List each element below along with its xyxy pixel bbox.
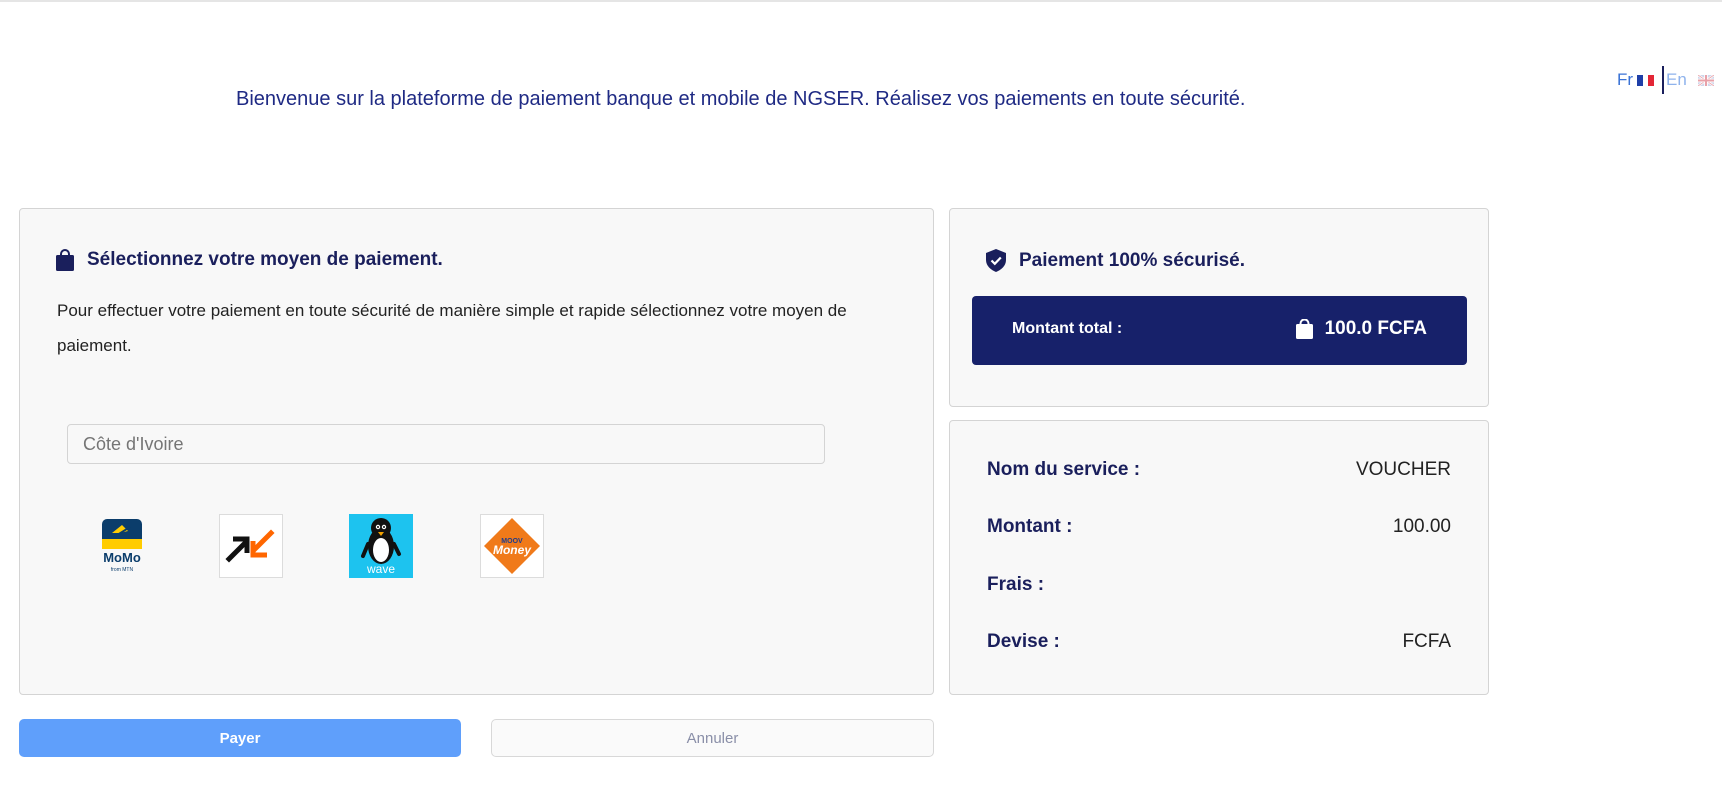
cancel-button[interactable]: Annuler — [491, 719, 934, 757]
fees-label: Frais : — [987, 574, 1045, 595]
shopping-bag-icon — [1296, 319, 1313, 339]
amount-label: Montant : — [987, 516, 1073, 537]
orange-money-logo-icon — [225, 529, 277, 563]
pay-button[interactable]: Payer — [19, 719, 461, 757]
wave-option[interactable] — [349, 514, 413, 578]
france-flag-icon — [1637, 75, 1654, 86]
wave-logo-icon — [349, 514, 413, 578]
language-en-label: En — [1666, 70, 1687, 89]
momo-logo-icon — [94, 517, 150, 575]
orange-money-option[interactable] — [219, 514, 283, 578]
service-name-label: Nom du service : — [987, 459, 1141, 480]
shield-check-icon — [986, 249, 1006, 272]
payment-method-heading — [56, 249, 443, 271]
top-divider — [0, 0, 1722, 2]
svg-text:wave: wave — [366, 562, 396, 576]
momo-option[interactable] — [90, 514, 154, 578]
total-amount-label: Montant total : — [1012, 320, 1123, 337]
svg-text:from MTN: from MTN — [110, 567, 134, 573]
language-separator — [1662, 66, 1664, 94]
service-name-value: VOUCHER — [1355, 459, 1451, 480]
amount-value: 100.00 — [1392, 516, 1451, 537]
total-amount-bar — [972, 296, 1467, 365]
payment-method-description: Pour effectuer votre paiement en toute sécurité de manière simple et rapide sélectionnez votre moyen de paiement. — [57, 301, 847, 355]
moov-money-option[interactable] — [480, 514, 544, 578]
currency-label: Devise : — [987, 631, 1060, 652]
moov-money-logo-icon — [482, 516, 542, 576]
uk-flag-icon — [1698, 75, 1714, 86]
payment-method-title: Sélectionnez votre moyen de paiement. — [87, 249, 443, 270]
shopping-bag-icon — [56, 249, 74, 271]
secure-payment-title: Paiement 100% sécurisé. — [1019, 249, 1246, 271]
secure-payment-panel — [949, 208, 1489, 407]
language-fr-option[interactable] — [1617, 70, 1654, 90]
total-amount-value: 100.0 FCFA — [1324, 318, 1427, 339]
language-fr-label: Fr — [1617, 70, 1634, 89]
language-switcher — [1617, 66, 1714, 94]
secure-payment-heading — [986, 249, 1245, 272]
svg-text:MoMo: MoMo — [103, 550, 141, 565]
welcome-message: Bienvenue sur la plateforme de paiement banque et mobile de NGSER. Réalisez vos paiements en toute sécurité. — [236, 88, 1246, 110]
payment-details-panel — [949, 420, 1489, 695]
payment-method-panel — [19, 208, 934, 695]
country-select[interactable] — [67, 424, 825, 464]
total-amount-value-group — [1296, 318, 1427, 340]
svg-text:MOOV: MOOV — [501, 538, 523, 545]
svg-text:Money: Money — [492, 543, 532, 557]
currency-value: FCFA — [1402, 631, 1451, 652]
language-en-option[interactable] — [1666, 70, 1714, 90]
